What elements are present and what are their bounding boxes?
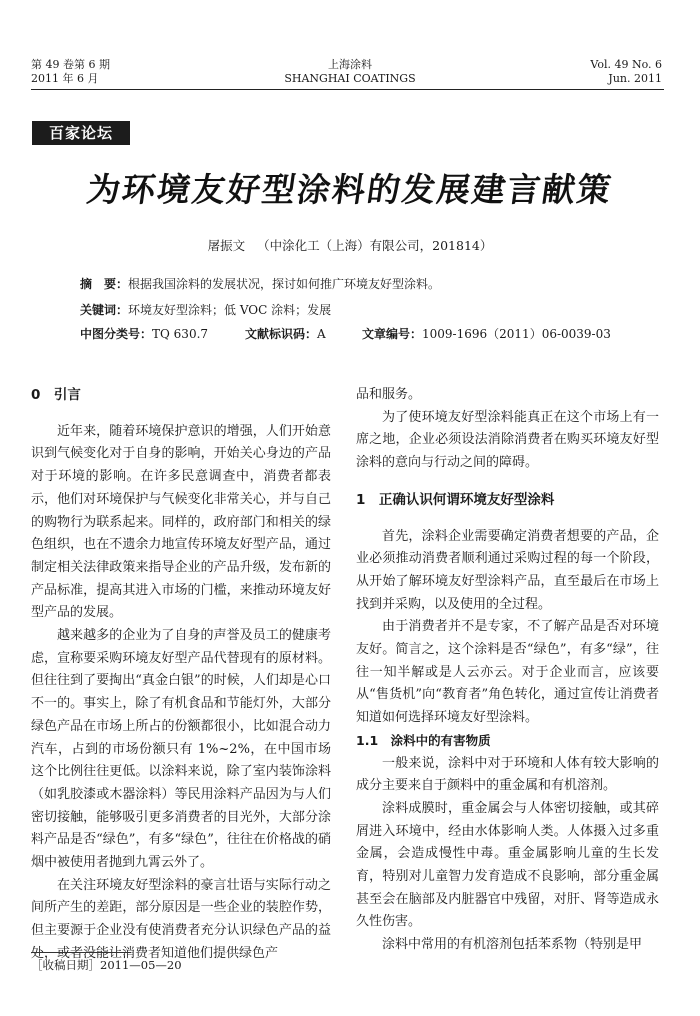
running-header-issue: [31, 58, 110, 86]
volume-issue-en: Vol. 49 No. 6: [590, 58, 662, 71]
article-value: 1009-1696（2011）06-0039-03: [422, 327, 611, 341]
spacer: [31, 407, 331, 421]
paragraph: 由于消费者并不是专家，不了解产品是否对环境友好。简言之，这个涂料是否“绿色”，有多“绿”，往往一知半解或是人云亦云。对于企业而言，应该要从“售货机”向“教育者”角色转化，通过宣传让消费者知道如何选择环境友好型涂料。: [356, 619, 659, 726]
article-label: 文章编号：: [362, 327, 423, 341]
paragraph: 涂料成膜时，重金属会与人体密切接触，或其碎屑进入环境中，经由水体影响人类。人体摄入过多重金属，会造成慢性中毒。重金属影响儿童的生长发育，特别对儿童智力发育造成不良影响，部分重金属甚至会在脑部及内脏器官中残留，对肝、肾等造成永久性伤害。: [356, 800, 659, 930]
section-heading-1: 1 正确认识何谓环境友好型涂料: [356, 491, 555, 508]
paragraph: 为了使环境友好型涂料能真正在这个市场上有一席之地，企业必须设法消除消费者在购买环境友好型涂料的意向与行动之间的障碍。: [356, 409, 659, 471]
cls-value: TQ 630.7: [152, 327, 209, 341]
running-header-journal: [250, 58, 450, 86]
document-code: [245, 326, 326, 342]
section-heading-introduction: 0 引言: [31, 387, 81, 403]
header-rule: [31, 89, 664, 90]
paragraph: 越来越多的企业为了自身的声誉及员工的健康考虑，宣称要采购环境友好型产品代替现有的原材料。但往往到了要掏出“真金白银”的时候，人们却是心口不一的。事实上，除了有机食品和节能灯外，大部分绿色产品在市场上所占的份额都很小，比如混合动力汽车，占到的市场份额只有 1%~2%，在中国市场这个比例往往更低。以涂料来说，除了室内装饰涂料（如乳胶漆或木器涂料）等民用涂料产品因为与人们密切接触，能够吸引更多消费者的目光外，大部分涂料产品是否“绿色”，有多“绿色”，往往在价格战的硝烟中被使用者抛到九霄云外了。: [31, 628, 331, 871]
footnote-rule: [31, 952, 131, 953]
paragraph: 在关注环境友好型涂料的豪言壮语与实际行动之间所产生的差距，部分原因是一些企业的装腔作势，但主要源于企业没有使消费者充分认识绿色产品的益处，或者没能让消费者知道他们提供绿色产: [31, 877, 331, 961]
abstract-text: 根据我国涂料的发展状况，探讨如何推广环境友好型涂料。: [128, 277, 441, 291]
spacer: [356, 475, 659, 489]
author-line: [0, 236, 700, 254]
paragraph: 近年来，随着环境保护意识的增强，人们开始意识到气候变化对于自身的影响，开始关心身边的产品对于环境的影响。在许多民意调查中，消费者都表示，他们对环境保护与气候变化非常关心，并与自己的购物行为联系起来。同样的，政府部门和相关的绿色组织，也在不遗余力地宣传环境友好型产品，通过制定相关法律政策来指导企业的产品升级，发布新的产品标准，提高其进入市场的门槛，来推动环境友好型产品的发展。: [31, 423, 331, 621]
doc-label: 文献标识码：: [245, 327, 318, 341]
left-column: [31, 384, 331, 966]
journal-name-cn: 上海涂料: [328, 58, 372, 71]
running-header-volume-en: [590, 58, 662, 86]
doc-value: A: [317, 327, 326, 341]
spacer: [356, 512, 659, 526]
author-name: 屠振文: [207, 238, 246, 253]
volume-issue: 第 49 卷第 6 期: [31, 58, 110, 71]
author-affiliation: （中涂化工（上海）有限公司，201814）: [257, 238, 493, 253]
issue-date-en: Jun. 2011: [608, 72, 662, 85]
cls-label: 中图分类号：: [80, 327, 153, 341]
column-badge: 百家论坛: [32, 121, 130, 145]
subsection-heading-1-1: 1.1 涂料中的有害物质: [356, 732, 491, 748]
right-column: [356, 384, 659, 957]
classification-number: [80, 326, 208, 342]
article-title: 为环境友好型涂料的发展建言献策: [84, 170, 615, 209]
issue-date: 2011 年 6 月: [31, 72, 99, 85]
keywords: [80, 302, 640, 318]
abstract: [80, 276, 640, 292]
paragraph-continued: 品和服务。: [356, 387, 422, 402]
paragraph: 涂料中常用的有机溶剂包括苯系物（特别是甲: [382, 937, 643, 953]
article-number: [362, 326, 611, 342]
paragraph: 首先，涂料企业需要确定消费者想要的产品，企业必须推动消费者顺利通过采购过程的每一个阶段，从开始了解环境友好型涂料产品，直至最后在市场上找到并采购，以及使用的全过程。: [356, 528, 659, 612]
abstract-label: 摘 要：: [80, 277, 129, 291]
journal-name-en: SHANGHAI COATINGS: [284, 72, 416, 85]
received-date-footnote: ［收稿日期］2011—05—20: [31, 958, 182, 972]
keywords-text: 环境友好型涂料；低 VOC 涂料；发展: [128, 303, 332, 317]
paragraph: 一般来说，涂料中对于环境和人体有较大影响的成分主要来自于颜料中的重金属和有机溶剂。: [356, 755, 659, 794]
keywords-label: 关键词：: [80, 303, 129, 317]
